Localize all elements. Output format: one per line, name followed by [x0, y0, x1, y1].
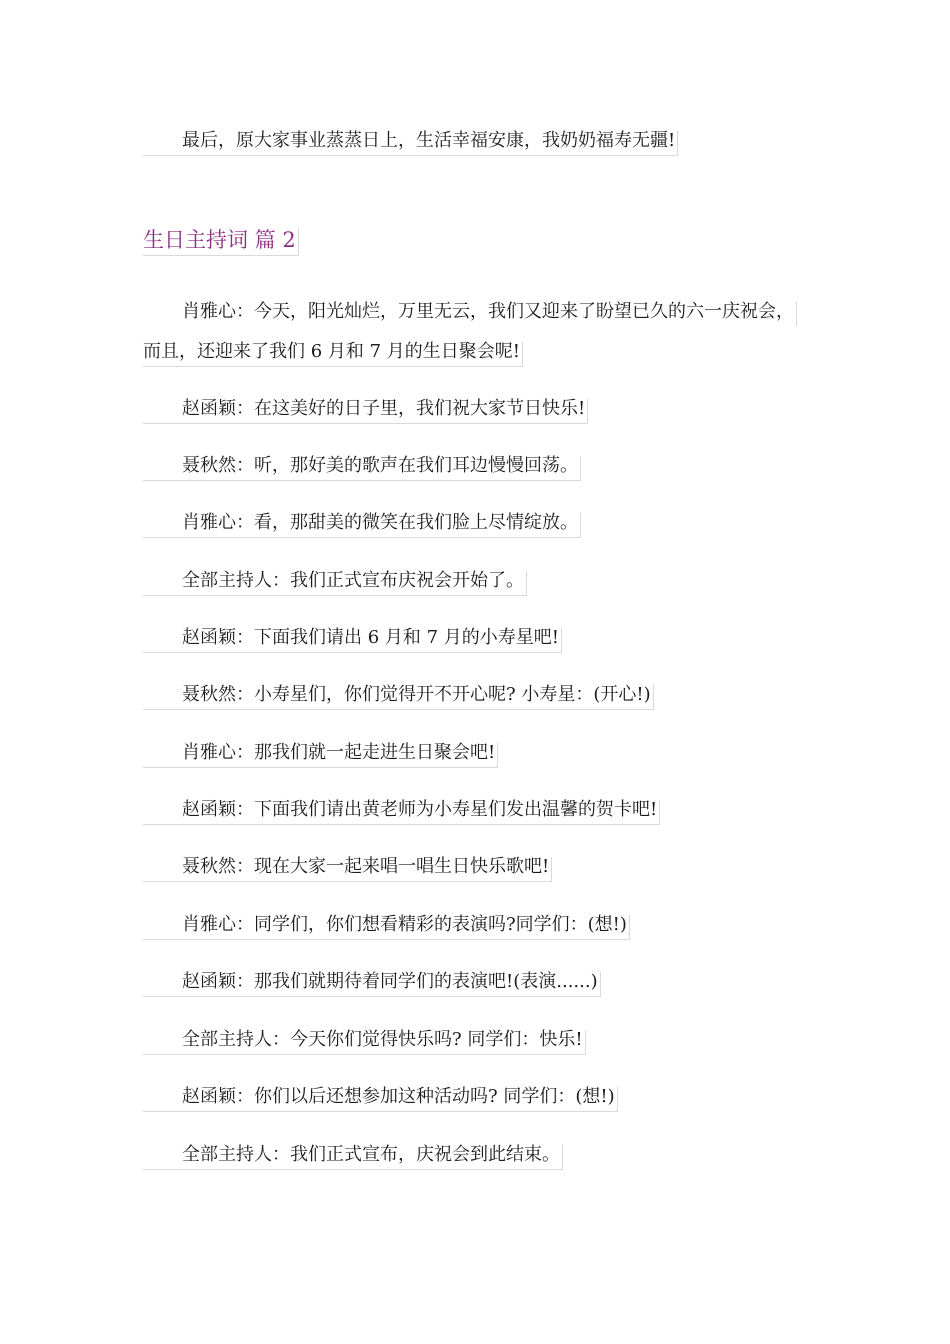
paragraph: 肖雅心：那我们就一起走进生日聚会吧!	[143, 743, 498, 768]
paragraph: 赵函颖：在这美好的日子里，我们祝大家节日快乐!	[143, 399, 588, 424]
paragraph: 赵函颖：你们以后还想参加这种活动吗? 同学们：(想!)	[143, 1087, 618, 1112]
section-heading: 生日主持词 篇 2	[143, 228, 299, 256]
paragraph: 赵函颖：那我们就期待着同学们的表演吧!(表演......)	[143, 972, 601, 997]
paragraph: 赵函颖：下面我们请出黄老师为小寿星们发出温馨的贺卡吧!	[143, 800, 660, 825]
paragraph: 肖雅心：看，那甜美的微笑在我们脸上尽情绽放。	[143, 513, 581, 538]
paragraph-line: 肖雅心：今天，阳光灿烂，万里无云，我们又迎来了盼望已久的六一庆祝会，	[143, 302, 797, 326]
closing-paragraph: 最后，原大家事业蒸蒸日上，生活幸福安康，我奶奶福寿无疆!	[143, 131, 678, 156]
paragraph: 赵函颖：下面我们请出 6 月和 7 月的小寿星吧!	[143, 628, 562, 653]
paragraph: 肖雅心：同学们，你们想看精彩的表演吗?同学们：(想!)	[143, 915, 630, 940]
paragraph: 聂秋然：现在大家一起来唱一唱生日快乐歌吧!	[143, 857, 552, 882]
paragraph-line: 而且，还迎来了我们 6 月和 7 月的生日聚会呢!	[143, 342, 523, 367]
paragraph: 聂秋然：小寿星们，你们觉得开不开心呢? 小寿星：(开心!)	[143, 685, 654, 710]
paragraph: 全部主持人：今天你们觉得快乐吗? 同学们：快乐!	[143, 1030, 586, 1055]
paragraph: 聂秋然：听，那好美的歌声在我们耳边慢慢回荡。	[143, 456, 581, 481]
paragraph: 全部主持人：我们正式宣布，庆祝会到此结束。	[143, 1145, 563, 1170]
paragraph: 全部主持人：我们正式宣布庆祝会开始了。	[143, 571, 527, 596]
